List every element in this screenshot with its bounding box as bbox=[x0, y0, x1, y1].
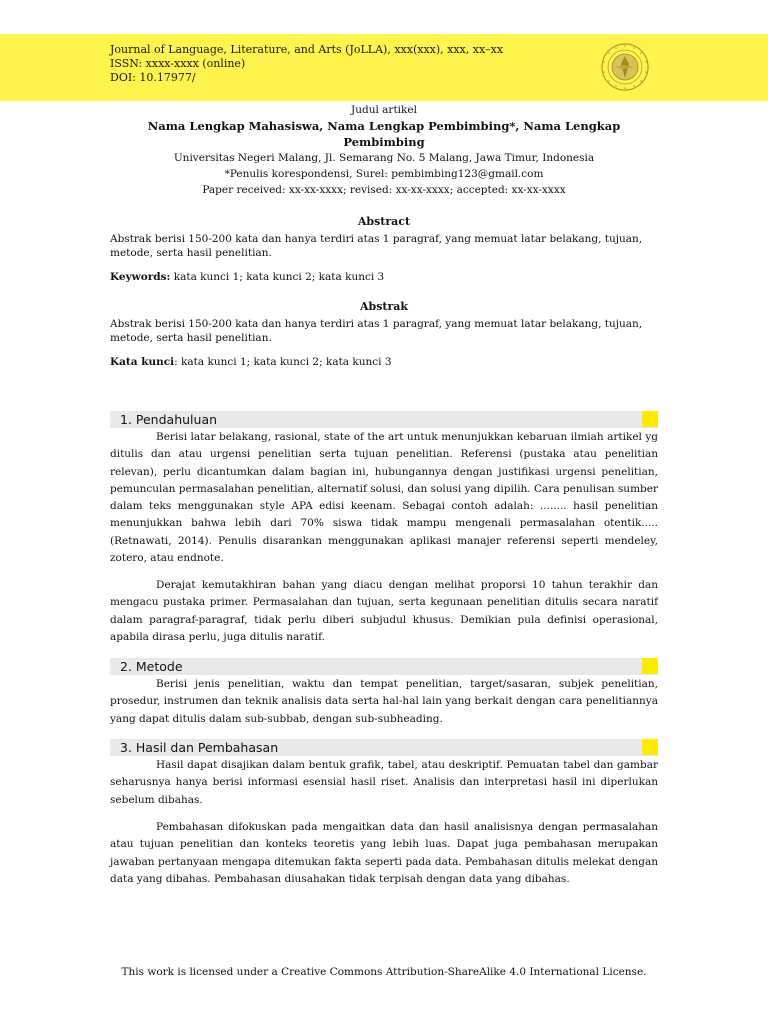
paragraph: Derajat kemutakhiran bahan yang diacu dengan melihat proporsi 10 tahun terakhir dan mengacu pustaka primer. Permasalahan dan tujuan, serta kegunaan penelitian ditulis secara naratif dalam paragraf-paragraf, tidak perlu diberi subjudul khusus. Demikian pula definisi operasional, apabila dirasa perlu, juga ditulis naratif. bbox=[110, 579, 658, 643]
section-heading-metode bbox=[110, 658, 658, 675]
kata-kunci-list: : kata kunci 1; kata kunci 2; kata kunci 3 bbox=[174, 356, 392, 368]
kata-kunci bbox=[110, 356, 658, 368]
abstract-body bbox=[110, 232, 658, 260]
abstract-heading: Abstract bbox=[357, 215, 411, 228]
journal-info bbox=[110, 43, 503, 85]
correspondence: *Penulis korespondensi, Surel: pembimbing123@gmail.com bbox=[224, 168, 544, 180]
section-heading-hasil-pembahasan bbox=[110, 739, 658, 756]
abstrak-body bbox=[110, 317, 658, 345]
issn-line: ISSN: xxxx-xxxx (online) bbox=[110, 57, 246, 70]
paragraph: Berisi jenis penelitian, waktu dan tempat penelitian, target/sasaran, subjek penelitian, prosedur, instrumen dan teknik analisis data serta hal-hal lain yang berkait dengan cara penelitiannya yang dapat ditulis dalam sub-subbab, dengan sub-subheading. bbox=[110, 678, 658, 725]
keywords bbox=[110, 271, 658, 283]
paragraph: Hasil dapat disajikan dalam bentuk grafik, tabel, atau deskriptif. Pemuatan tabel dan gambar seharusnya hanya berisi informasi esensial hasil riset. Analisis dan interpretasi hasil ini diperlukan sebelum dibahas. bbox=[110, 759, 658, 806]
license-footer: This work is licensed under a Creative Commons Attribution-ShareAlike 4.0 International License. bbox=[121, 966, 647, 978]
paragraph: Berisi latar belakang, rasional, state of the art untuk menunjukkan kebaruan ilmiah artikel yg ditulis dan atau urgensi penelitian serta tujuan penelitian. Referensi (pustaka atau penelitian relevan), perlu dicantumkan dalam bagian ini, hubungannya dengan justifikasi urgensi penelitian, pemunculan permasalahan penelitian, alternatif solusi, dan solusi yang dipilih. Cara penulisan sumber dalam teks menggunakan style APA edisi keenam. Sebagai contoh adalah: ........ hasil penelitian menunjukkan bahwa lebih dari 70% siswa tidak mampu mengenali permasalahan otentik..... (Retnawati, 2014). Penulis disarankan menggunakan aplikasi manajer referensi seperti mendeley, zotero, atau endnote. bbox=[110, 431, 658, 565]
highlight-marker bbox=[642, 411, 658, 427]
highlight-marker bbox=[642, 739, 658, 755]
abstract-line: metode, serta hasil penelitian. bbox=[110, 247, 272, 259]
keywords-label: Keywords: bbox=[110, 271, 171, 283]
paragraph: Pembahasan difokuskan pada mengaitkan data dan hasil analisisnya dengan permasalahan atau tujuan penelitian dan konteks teoretis yang lebih luas. Dapat juga pembahasan merupakan jawaban pertanyaan mengapa ditemukan fakta seperti pada data. Pembahasan ditulis melekat dengan data yang dibahas. Pembahasan diusahakan tidak terpisah dengan data yang dibahas. bbox=[110, 821, 658, 885]
journal-header bbox=[0, 34, 768, 101]
university-seal-icon bbox=[600, 42, 650, 92]
abstract-line: Abstrak berisi 150-200 kata dan hanya terdiri atas 1 paragraf, yang memuat latar belakang, tujuan, bbox=[110, 233, 643, 245]
author-list: Nama Lengkap Mahasiswa, Nama Lengkap Pembimbing*, Nama Lengkap Pembimbing bbox=[147, 119, 621, 149]
abstrak-heading: Abstrak bbox=[359, 300, 409, 313]
abstrak-line: metode, serta hasil penelitian. bbox=[110, 332, 272, 344]
front-matter bbox=[110, 102, 658, 182]
affiliation: Universitas Negeri Malang, Jl. Semarang No. 5 Malang, Jawa Timur, Indonesia bbox=[173, 152, 595, 164]
highlight-marker bbox=[642, 658, 658, 674]
section-title: 2. Metode bbox=[120, 659, 183, 674]
journal-line: Journal of Language, Literature, and Arts (JoLLA), xxx(xxx), xxx, xx–xx bbox=[110, 43, 504, 56]
abstrak-line: Abstrak berisi 150-200 kata dan hanya terdiri atas 1 paragraf, yang memuat latar belakang, tujuan, bbox=[110, 318, 643, 330]
doi-line: DOI: 10.17977/ bbox=[110, 71, 196, 84]
keywords-list: kata kunci 1; kata kunci 2; kata kunci 3 bbox=[170, 271, 385, 283]
section-heading-pendahuluan bbox=[110, 411, 658, 428]
paper-dates: Paper received: xx-xx-xxxx; revised: xx-xx-xxxx; accepted: xx-xx-xxxx bbox=[202, 184, 566, 196]
section-title: 3. Hasil dan Pembahasan bbox=[120, 740, 279, 755]
kata-kunci-label: Kata kunci bbox=[110, 356, 175, 368]
article-title: Judul artikel bbox=[351, 104, 417, 116]
section-title: 1. Pendahuluan bbox=[120, 412, 218, 427]
